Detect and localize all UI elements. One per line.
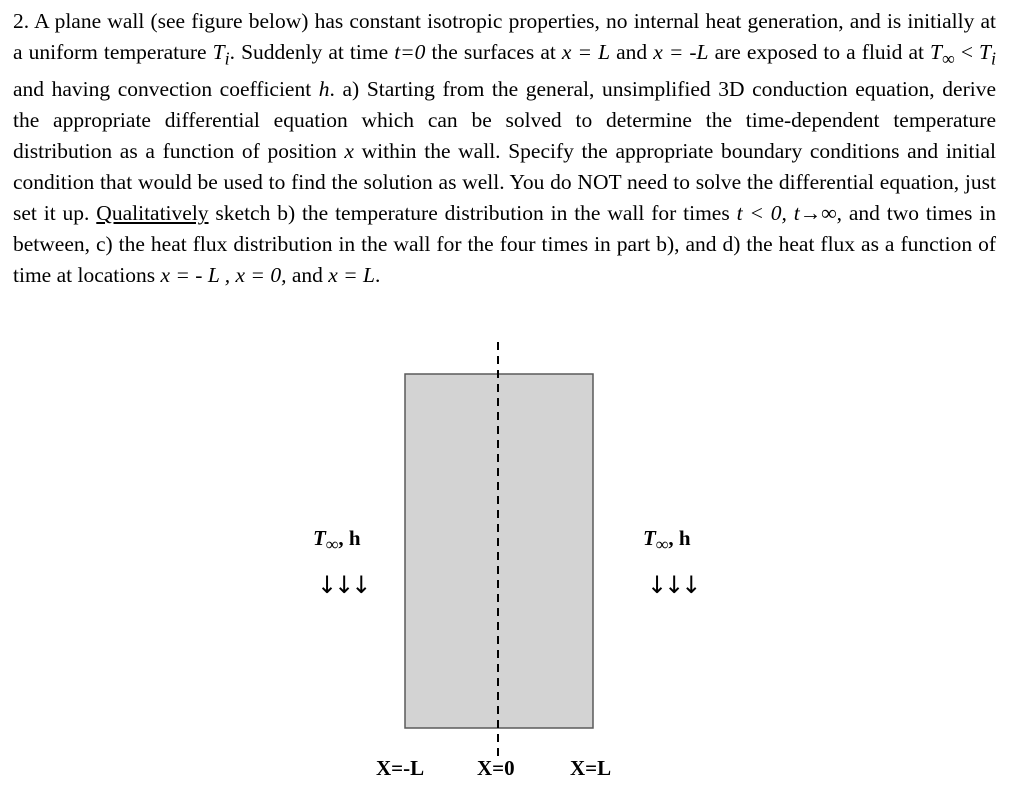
problem-number: 2. [13, 9, 30, 33]
qualitatively-emphasis: Qualitatively [96, 201, 209, 226]
right-convection-arrows: ↓↓↓ [647, 571, 699, 599]
left-fluid-label: $T_\infty$, h [313, 526, 361, 555]
left-convection-arrows: ↓↓↓ [317, 571, 369, 599]
right-fluid-label: $T_\infty$, h [643, 526, 691, 555]
problem-statement: 2. A plane wall (see figure below) has constant isotropic properties, no internal heat generation, and is initially at a uniform temperature $T_i$. Suddenly at time t=0 the surfaces at x = L and x = -L are exposed to a fluid at $T_\infty < T_i$ and having convection coefficient h. a) Starting from the general, unsimplified 3D conduction equation, derive the appropriate differential equation which can be solved to determine the time-dependent temperature distribution as a function of position x within the wall. Specify the appropriate boundary conditions and initial condition that would be used to find the solution as well. You do NOT need to solve the differential equation, just set it up. Qualitatively sketch b) the temperature distribution in the wall for times t < 0, t→∞, and two times in between, c) the heat flux distribution in the wall for the four times in part b), and d) the heat flux as a function of time at locations x = - L , x = 0, and x = L. [13, 9, 996, 288]
label-x-minus-L: X=-L [376, 756, 425, 780]
label-x-L: X=L [570, 756, 612, 780]
label-x-zero: X=0 [477, 756, 515, 780]
